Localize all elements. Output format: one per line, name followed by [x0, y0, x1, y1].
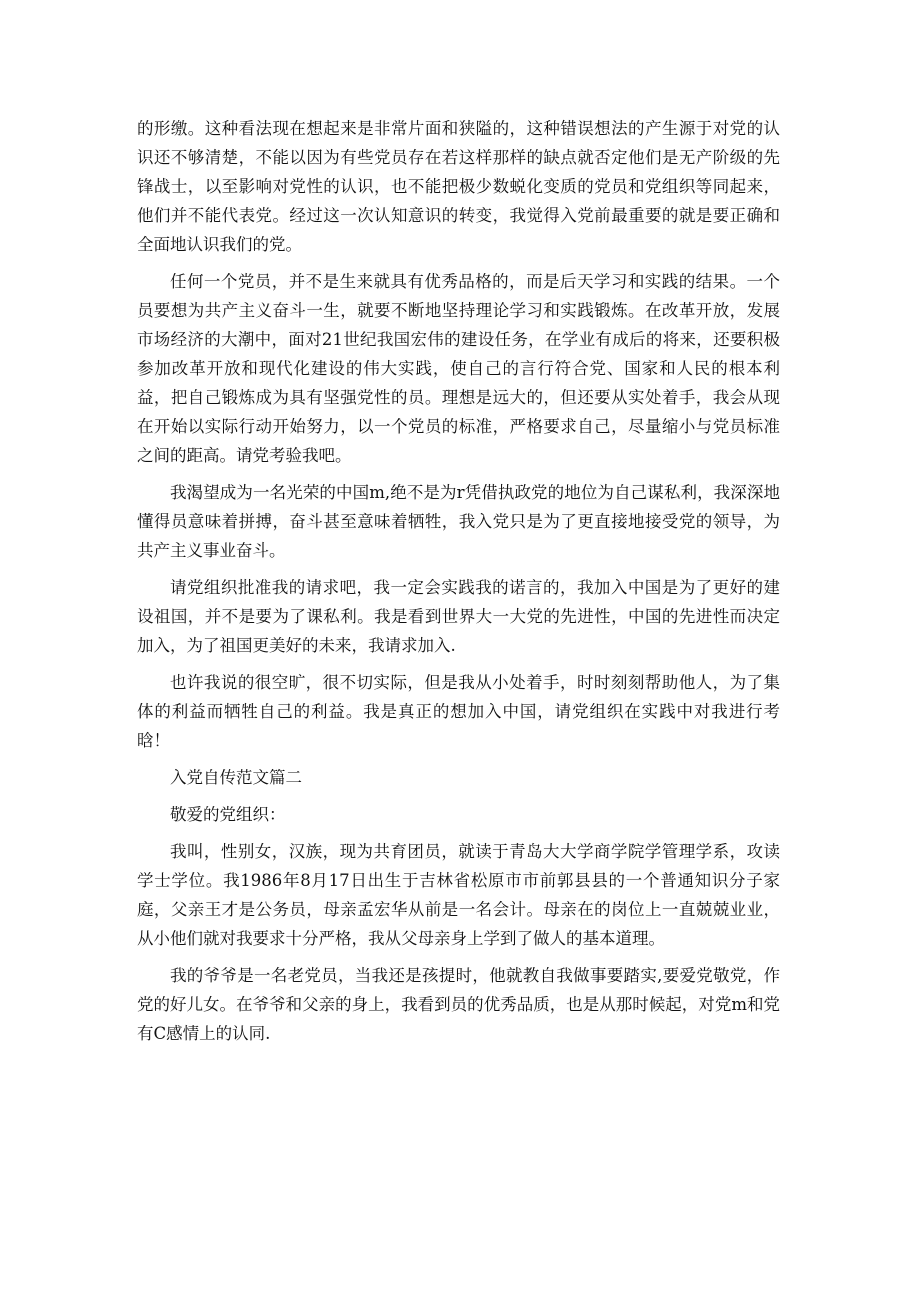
paragraph: 也许我说的很空旷，很不切实际，但是我从小处着手，时时刻刻帮助他人，为了集体的利益而牺牲自己的利益。我是真正的想加入中国，请党组织在实践中对我进行考晗！: [137, 673, 780, 750]
paragraph: 的形缴。这种看法现在想起来是非常片面和狭隘的，这种错误想法的产生源于对党的认识还不够清楚，不能以因为有些党员存在若这样那样的缺点就否定他们是无产阶级的先锋战士，以至影响对党性的认识，也不能把极少数蜕化变质的党员和党组织等同起来，他们并不能代表党。经过这一次认知意识的转变，我觉得入党前最重要的就是要正确和全面地认识我们的党。: [137, 119, 780, 254]
salutation: 敬爱的党组织：: [170, 805, 286, 824]
paragraph: 我渴望成为一名光荣的中国m,绝不是为r凭借执政党的地位为自己谋私利，我深深地懂得员意味着拼搏，奋斗甚至意味着牺牲，我入党只是为了更直接地接受党的领导，为共产主义事业奋斗。: [137, 483, 780, 560]
section-title: 入党自传范文篇二: [170, 768, 302, 787]
paragraph: 请党组织批准我的请求吧，我一定会实践我的诺言的，我加入中国是为了更好的建设祖国，并不是要为了课私利。我是看到世界大一大党的先进性，中国的先进性而决定加入，为了祖国更美好的未来，我请求加入.: [137, 578, 780, 655]
paragraph: 我的爷爷是一名老党员，当我还是孩提时，他就教自我做事要踏实,要爱党敬党，作党的好儿女。在爷爷和父亲的身上，我看到员的优秀品质，也是从那时候起，对党m和党有C感情上的认同.: [137, 966, 780, 1043]
paragraph: 我叫，性别女，汉族，现为共育团员，就读于青岛大大学商学院学管理学系，攻读学士学位。我1986年8月17日出生于吉林省松原市市前郭县县的一个普通知识分子家庭，父亲王才是公务员，母亲孟宏华从前是一名会计。母亲在的岗位上一直兢兢业业，从小他们就对我要求十分严格，我从父母亲身上学到了做人的基本道理。: [137, 842, 780, 948]
document-body: [137, 114, 780, 1056]
paragraph: 任何一个党员，并不是生来就具有优秀品格的，而是后天学习和实践的结果。一个员要想为共产主义奋斗一生，就要不断地坚持理论学习和实践锻炼。在改革开放，发展市场经济的大潮中，面对21世纪我国宏伟的建设任务，在学业有成后的将来，还要积极参加改革开放和现代化建设的伟大实践，使自己的言行符合党、国家和人民的根本利益，把自己锻炼成为具有坚强党性的员。理想是远大的，但还要从实处着手，我会从现在开始以实际行动开始努力，以一个党员的标准，严格要求自己，尽量缩小与党员标准之间的距高。请党考验我吧。: [137, 272, 780, 465]
